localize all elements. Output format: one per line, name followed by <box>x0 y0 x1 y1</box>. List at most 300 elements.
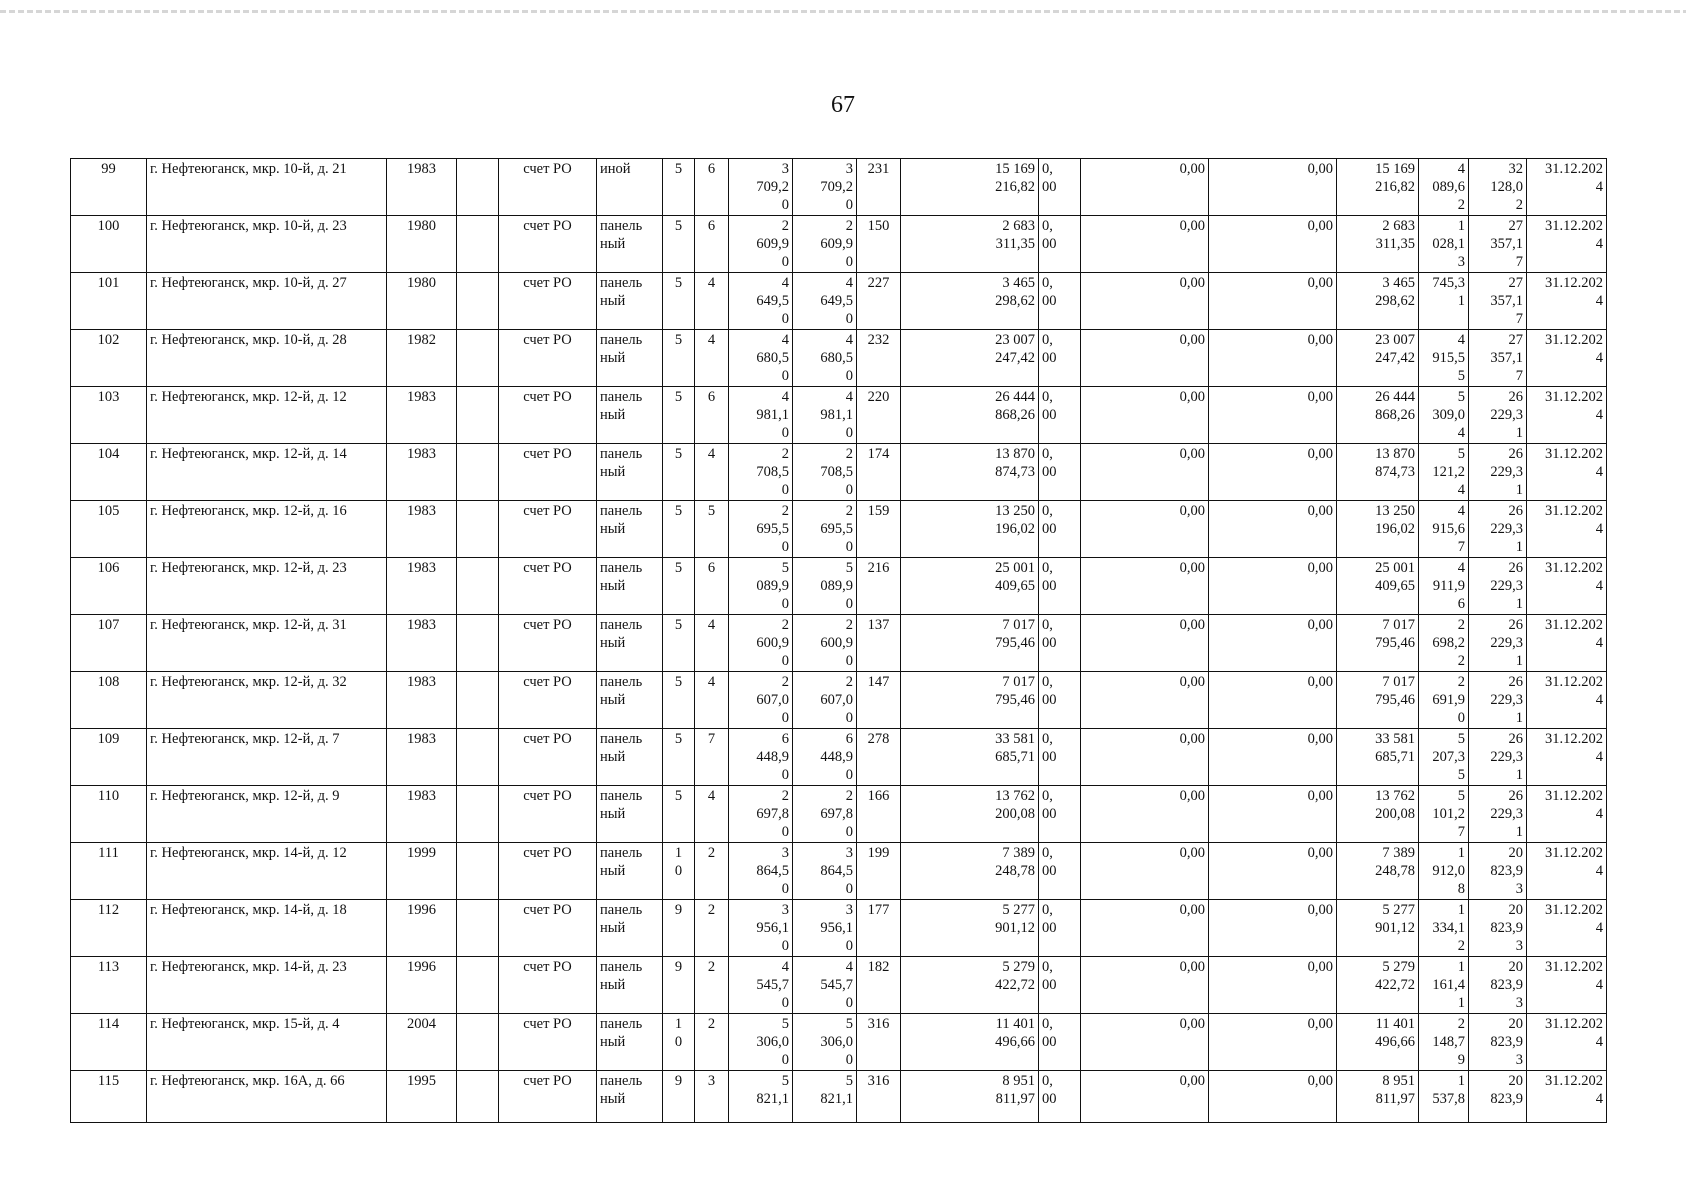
cell-deadline: 31.12.202 4 <box>1527 216 1607 273</box>
cell-address: г. Нефтеюганск, мкр. 15-й, д. 4 <box>147 1014 387 1071</box>
cell-entrances: 6 <box>695 216 729 273</box>
cell-total-cost: 2 683 311,35 <box>901 216 1039 273</box>
cell-total-cost: 5 277 901,12 <box>901 900 1039 957</box>
cell-floors: 5 <box>663 216 695 273</box>
cell-cost-fund-b: 0,00 <box>1081 444 1209 501</box>
table-row <box>71 558 1607 615</box>
cell-floors: 9 <box>663 900 695 957</box>
cell-fund-method: счет РО <box>499 558 597 615</box>
cell-unit-cost: 5 309,0 4 <box>1419 387 1469 444</box>
cell-total-cost: 5 279 422,72 <box>901 957 1039 1014</box>
cell-fund-method: счет РО <box>499 216 597 273</box>
cell-year-built: 2004 <box>387 1014 457 1071</box>
cell-total-cost: 13 250 196,02 <box>901 501 1039 558</box>
cell-floors: 5 <box>663 330 695 387</box>
cell-cost-fund-a: 0, 00 <box>1039 843 1081 900</box>
cell-cost-fund-b: 0,00 <box>1081 843 1209 900</box>
cell-limit-cost: 20 823,9 <box>1469 1071 1527 1123</box>
cell-cost-fund-a: 0, 00 <box>1039 672 1081 729</box>
cell-year-built: 1995 <box>387 1071 457 1123</box>
table-row <box>71 273 1607 330</box>
cell-blank <box>457 615 499 672</box>
cell-entrances: 3 <box>695 1071 729 1123</box>
cell-limit-cost: 26 229,3 1 <box>1469 729 1527 786</box>
cell-blank <box>457 1071 499 1123</box>
cell-year-built: 1983 <box>387 387 457 444</box>
cell-deadline: 31.12.202 4 <box>1527 672 1607 729</box>
cell-living-area: 2 695,5 0 <box>793 501 857 558</box>
cell-cost-fund-b: 0,00 <box>1081 273 1209 330</box>
cell-floors: 5 <box>663 501 695 558</box>
cell-total-area: 2 600,9 0 <box>729 615 793 672</box>
cell-living-area: 4 981,1 0 <box>793 387 857 444</box>
cell-entrances: 4 <box>695 786 729 843</box>
cell-blank <box>457 672 499 729</box>
housing-repair-table <box>70 158 1607 1123</box>
cell-cost-fund-c: 0,00 <box>1209 159 1337 216</box>
cell-residents: 316 <box>857 1071 901 1123</box>
cell-address: г. Нефтеюганск, мкр. 16А, д. 66 <box>147 1071 387 1123</box>
cell-total-cost: 13 870 874,73 <box>901 444 1039 501</box>
cell-cost-owners: 13 870 874,73 <box>1337 444 1419 501</box>
cell-floors: 5 <box>663 558 695 615</box>
cell-limit-cost: 20 823,9 3 <box>1469 1014 1527 1071</box>
cell-row-number: 112 <box>71 900 147 957</box>
cell-entrances: 7 <box>695 729 729 786</box>
cell-total-area: 2 695,5 0 <box>729 501 793 558</box>
cell-year-built: 1980 <box>387 273 457 330</box>
cell-fund-method: счет РО <box>499 1071 597 1123</box>
cell-cost-fund-a: 0, 00 <box>1039 1071 1081 1123</box>
cell-cost-fund-b: 0,00 <box>1081 729 1209 786</box>
cell-fund-method: счет РО <box>499 672 597 729</box>
cell-entrances: 2 <box>695 843 729 900</box>
cell-cost-fund-a: 0, 00 <box>1039 444 1081 501</box>
cell-cost-owners: 33 581 685,71 <box>1337 729 1419 786</box>
cell-cost-owners: 2 683 311,35 <box>1337 216 1419 273</box>
cell-cost-fund-b: 0,00 <box>1081 957 1209 1014</box>
cell-year-built: 1983 <box>387 615 457 672</box>
cell-residents: 316 <box>857 1014 901 1071</box>
cell-year-built: 1980 <box>387 216 457 273</box>
cell-cost-fund-c: 0,00 <box>1209 729 1337 786</box>
cell-total-area: 4 680,5 0 <box>729 330 793 387</box>
cell-cost-fund-c: 0,00 <box>1209 330 1337 387</box>
cell-cost-fund-c: 0,00 <box>1209 786 1337 843</box>
cell-limit-cost: 26 229,3 1 <box>1469 786 1527 843</box>
cell-blank <box>457 501 499 558</box>
cell-wall-type: панель ный <box>597 444 663 501</box>
cell-year-built: 1996 <box>387 900 457 957</box>
cell-row-number: 99 <box>71 159 147 216</box>
cell-cost-fund-c: 0,00 <box>1209 957 1337 1014</box>
cell-living-area: 4 680,5 0 <box>793 330 857 387</box>
cell-residents: 137 <box>857 615 901 672</box>
cell-total-area: 4 649,5 0 <box>729 273 793 330</box>
cell-living-area: 5 089,9 0 <box>793 558 857 615</box>
cell-wall-type: панель ный <box>597 1071 663 1123</box>
cell-cost-fund-a: 0, 00 <box>1039 1014 1081 1071</box>
cell-limit-cost: 26 229,3 1 <box>1469 501 1527 558</box>
cell-cost-fund-a: 0, 00 <box>1039 558 1081 615</box>
cell-cost-fund-b: 0,00 <box>1081 900 1209 957</box>
cell-year-built: 1996 <box>387 957 457 1014</box>
cell-deadline: 31.12.202 4 <box>1527 843 1607 900</box>
cell-unit-cost: 5 207,3 5 <box>1419 729 1469 786</box>
cell-fund-method: счет РО <box>499 159 597 216</box>
cell-address: г. Нефтеюганск, мкр. 12-й, д. 23 <box>147 558 387 615</box>
cell-cost-fund-c: 0,00 <box>1209 216 1337 273</box>
cell-cost-fund-c: 0,00 <box>1209 1014 1337 1071</box>
cell-deadline: 31.12.202 4 <box>1527 159 1607 216</box>
cell-deadline: 31.12.202 4 <box>1527 330 1607 387</box>
cell-total-area: 5 306,0 0 <box>729 1014 793 1071</box>
cell-deadline: 31.12.202 4 <box>1527 615 1607 672</box>
cell-cost-fund-b: 0,00 <box>1081 159 1209 216</box>
cell-fund-method: счет РО <box>499 444 597 501</box>
cell-unit-cost: 1 028,1 3 <box>1419 216 1469 273</box>
cell-year-built: 1983 <box>387 444 457 501</box>
cell-address: г. Нефтеюганск, мкр. 14-й, д. 18 <box>147 900 387 957</box>
cell-total-cost: 15 169 216,82 <box>901 159 1039 216</box>
cell-cost-owners: 11 401 496,66 <box>1337 1014 1419 1071</box>
cell-wall-type: панель ный <box>597 273 663 330</box>
table-row <box>71 672 1607 729</box>
cell-address: г. Нефтеюганск, мкр. 14-й, д. 12 <box>147 843 387 900</box>
cell-cost-fund-a: 0, 00 <box>1039 273 1081 330</box>
cell-blank <box>457 900 499 957</box>
cell-residents: 174 <box>857 444 901 501</box>
cell-entrances: 4 <box>695 330 729 387</box>
cell-floors: 5 <box>663 159 695 216</box>
cell-row-number: 100 <box>71 216 147 273</box>
cell-wall-type: панель ный <box>597 843 663 900</box>
table-row <box>71 330 1607 387</box>
cell-unit-cost: 2 698,2 2 <box>1419 615 1469 672</box>
cell-unit-cost: 4 915,5 5 <box>1419 330 1469 387</box>
cell-blank <box>457 843 499 900</box>
cell-total-area: 2 697,8 0 <box>729 786 793 843</box>
cell-total-area: 5 821,1 <box>729 1071 793 1123</box>
cell-total-area: 4 981,1 0 <box>729 387 793 444</box>
cell-deadline: 31.12.202 4 <box>1527 387 1607 444</box>
cell-living-area: 4 545,7 0 <box>793 957 857 1014</box>
cell-unit-cost: 2 148,7 9 <box>1419 1014 1469 1071</box>
cell-year-built: 1982 <box>387 330 457 387</box>
cell-address: г. Нефтеюганск, мкр. 12-й, д. 32 <box>147 672 387 729</box>
cell-blank <box>457 957 499 1014</box>
cell-deadline: 31.12.202 4 <box>1527 273 1607 330</box>
cell-limit-cost: 26 229,3 1 <box>1469 672 1527 729</box>
cell-year-built: 1983 <box>387 786 457 843</box>
cell-unit-cost: 1 912,0 8 <box>1419 843 1469 900</box>
cell-living-area: 2 708,5 0 <box>793 444 857 501</box>
cell-wall-type: иной <box>597 159 663 216</box>
cell-total-area: 3 709,2 0 <box>729 159 793 216</box>
cell-floors: 5 <box>663 387 695 444</box>
cell-floors: 5 <box>663 672 695 729</box>
cell-total-cost: 11 401 496,66 <box>901 1014 1039 1071</box>
cell-limit-cost: 26 229,3 1 <box>1469 387 1527 444</box>
cell-floors: 5 <box>663 729 695 786</box>
cell-row-number: 105 <box>71 501 147 558</box>
cell-unit-cost: 2 691,9 0 <box>1419 672 1469 729</box>
cell-unit-cost: 1 161,4 1 <box>1419 957 1469 1014</box>
cell-cost-fund-b: 0,00 <box>1081 672 1209 729</box>
cell-blank <box>457 330 499 387</box>
cell-row-number: 109 <box>71 729 147 786</box>
cell-unit-cost: 1 537,8 <box>1419 1071 1469 1123</box>
cell-blank <box>457 1014 499 1071</box>
table-row <box>71 786 1607 843</box>
table-row <box>71 159 1607 216</box>
cell-unit-cost: 4 915,6 7 <box>1419 501 1469 558</box>
cell-living-area: 2 607,0 0 <box>793 672 857 729</box>
cell-cost-fund-b: 0,00 <box>1081 216 1209 273</box>
table-row <box>71 216 1607 273</box>
cell-living-area: 5 821,1 <box>793 1071 857 1123</box>
cell-address: г. Нефтеюганск, мкр. 12-й, д. 12 <box>147 387 387 444</box>
cell-row-number: 106 <box>71 558 147 615</box>
cell-limit-cost: 27 357,1 7 <box>1469 273 1527 330</box>
cell-fund-method: счет РО <box>499 786 597 843</box>
cell-blank <box>457 387 499 444</box>
cell-total-cost: 7 017 795,46 <box>901 615 1039 672</box>
cell-cost-fund-c: 0,00 <box>1209 558 1337 615</box>
cell-residents: 177 <box>857 900 901 957</box>
cell-limit-cost: 26 229,3 1 <box>1469 615 1527 672</box>
cell-address: г. Нефтеюганск, мкр. 10-й, д. 23 <box>147 216 387 273</box>
cell-wall-type: панель ный <box>597 957 663 1014</box>
cell-floors: 5 <box>663 273 695 330</box>
page-number: 67 <box>831 92 855 118</box>
cell-residents: 147 <box>857 672 901 729</box>
cell-limit-cost: 20 823,9 3 <box>1469 957 1527 1014</box>
cell-living-area: 3 956,1 0 <box>793 900 857 957</box>
cell-deadline: 31.12.202 4 <box>1527 786 1607 843</box>
cell-unit-cost: 5 101,2 7 <box>1419 786 1469 843</box>
cell-row-number: 102 <box>71 330 147 387</box>
cell-fund-method: счет РО <box>499 273 597 330</box>
cell-total-area: 4 545,7 0 <box>729 957 793 1014</box>
cell-living-area: 6 448,9 0 <box>793 729 857 786</box>
cell-year-built: 1983 <box>387 159 457 216</box>
cell-cost-fund-b: 0,00 <box>1081 330 1209 387</box>
cell-entrances: 5 <box>695 501 729 558</box>
cell-cost-owners: 8 951 811,97 <box>1337 1071 1419 1123</box>
cell-address: г. Нефтеюганск, мкр. 12-й, д. 31 <box>147 615 387 672</box>
cell-cost-owners: 7 017 795,46 <box>1337 672 1419 729</box>
cell-cost-owners: 5 279 422,72 <box>1337 957 1419 1014</box>
cell-cost-fund-a: 0, 00 <box>1039 501 1081 558</box>
cell-cost-fund-c: 0,00 <box>1209 444 1337 501</box>
table-wrapper <box>70 158 1607 1123</box>
cell-cost-fund-c: 0,00 <box>1209 1071 1337 1123</box>
cell-year-built: 1999 <box>387 843 457 900</box>
cell-deadline: 31.12.202 4 <box>1527 957 1607 1014</box>
cell-wall-type: панель ный <box>597 615 663 672</box>
cell-entrances: 4 <box>695 273 729 330</box>
cell-entrances: 6 <box>695 387 729 444</box>
cell-fund-method: счет РО <box>499 1014 597 1071</box>
cell-total-area: 6 448,9 0 <box>729 729 793 786</box>
cell-entrances: 4 <box>695 444 729 501</box>
cell-cost-fund-b: 0,00 <box>1081 615 1209 672</box>
cell-limit-cost: 26 229,3 1 <box>1469 558 1527 615</box>
table-row <box>71 729 1607 786</box>
cell-floors: 1 0 <box>663 843 695 900</box>
cell-cost-owners: 7 017 795,46 <box>1337 615 1419 672</box>
cell-total-area: 3 956,1 0 <box>729 900 793 957</box>
cell-cost-owners: 5 277 901,12 <box>1337 900 1419 957</box>
table-row <box>71 1014 1607 1071</box>
cell-wall-type: панель ный <box>597 900 663 957</box>
table-row <box>71 387 1607 444</box>
cell-total-area: 5 089,9 0 <box>729 558 793 615</box>
cell-row-number: 111 <box>71 843 147 900</box>
cell-entrances: 2 <box>695 900 729 957</box>
cell-cost-fund-a: 0, 00 <box>1039 159 1081 216</box>
cell-living-area: 2 600,9 0 <box>793 615 857 672</box>
cell-residents: 227 <box>857 273 901 330</box>
table-row <box>71 843 1607 900</box>
cell-cost-fund-b: 0,00 <box>1081 501 1209 558</box>
cell-row-number: 115 <box>71 1071 147 1123</box>
cell-wall-type: панель ный <box>597 729 663 786</box>
cell-address: г. Нефтеюганск, мкр. 10-й, д. 21 <box>147 159 387 216</box>
cell-row-number: 107 <box>71 615 147 672</box>
cell-wall-type: панель ный <box>597 387 663 444</box>
cell-blank <box>457 558 499 615</box>
scan-edge <box>0 10 1686 13</box>
cell-unit-cost: 4 089,6 2 <box>1419 159 1469 216</box>
table-row <box>71 444 1607 501</box>
cell-deadline: 31.12.202 4 <box>1527 1014 1607 1071</box>
cell-total-area: 2 708,5 0 <box>729 444 793 501</box>
cell-year-built: 1983 <box>387 501 457 558</box>
cell-row-number: 110 <box>71 786 147 843</box>
cell-living-area: 3 709,2 0 <box>793 159 857 216</box>
cell-fund-method: счет РО <box>499 387 597 444</box>
cell-row-number: 101 <box>71 273 147 330</box>
cell-cost-fund-c: 0,00 <box>1209 672 1337 729</box>
cell-cost-fund-b: 0,00 <box>1081 387 1209 444</box>
cell-residents: 278 <box>857 729 901 786</box>
cell-fund-method: счет РО <box>499 330 597 387</box>
cell-floors: 9 <box>663 1071 695 1123</box>
cell-fund-method: счет РО <box>499 843 597 900</box>
cell-cost-owners: 3 465 298,62 <box>1337 273 1419 330</box>
cell-wall-type: панель ный <box>597 672 663 729</box>
table-row <box>71 501 1607 558</box>
cell-cost-owners: 13 762 200,08 <box>1337 786 1419 843</box>
cell-address: г. Нефтеюганск, мкр. 10-й, д. 27 <box>147 273 387 330</box>
table-row <box>71 900 1607 957</box>
cell-address: г. Нефтеюганск, мкр. 12-й, д. 14 <box>147 444 387 501</box>
cell-limit-cost: 27 357,1 7 <box>1469 330 1527 387</box>
cell-wall-type: панель ный <box>597 786 663 843</box>
cell-cost-fund-b: 0,00 <box>1081 786 1209 843</box>
cell-cost-owners: 26 444 868,26 <box>1337 387 1419 444</box>
cell-wall-type: панель ный <box>597 1014 663 1071</box>
cell-cost-fund-a: 0, 00 <box>1039 900 1081 957</box>
cell-total-cost: 25 001 409,65 <box>901 558 1039 615</box>
cell-blank <box>457 444 499 501</box>
cell-wall-type: панель ный <box>597 330 663 387</box>
cell-cost-owners: 13 250 196,02 <box>1337 501 1419 558</box>
cell-living-area: 4 649,5 0 <box>793 273 857 330</box>
table-row <box>71 615 1607 672</box>
cell-cost-fund-a: 0, 00 <box>1039 786 1081 843</box>
cell-deadline: 31.12.202 4 <box>1527 444 1607 501</box>
cell-entrances: 4 <box>695 615 729 672</box>
cell-cost-fund-a: 0, 00 <box>1039 729 1081 786</box>
cell-entrances: 6 <box>695 558 729 615</box>
cell-fund-method: счет РО <box>499 501 597 558</box>
table-body <box>71 159 1607 1123</box>
cell-address: г. Нефтеюганск, мкр. 12-й, д. 16 <box>147 501 387 558</box>
cell-row-number: 108 <box>71 672 147 729</box>
cell-cost-fund-c: 0,00 <box>1209 900 1337 957</box>
cell-wall-type: панель ный <box>597 558 663 615</box>
cell-residents: 232 <box>857 330 901 387</box>
cell-fund-method: счет РО <box>499 900 597 957</box>
cell-blank <box>457 729 499 786</box>
cell-residents: 166 <box>857 786 901 843</box>
table-row <box>71 957 1607 1014</box>
cell-floors: 1 0 <box>663 1014 695 1071</box>
cell-residents: 231 <box>857 159 901 216</box>
cell-address: г. Нефтеюганск, мкр. 12-й, д. 7 <box>147 729 387 786</box>
cell-deadline: 31.12.202 4 <box>1527 1071 1607 1123</box>
cell-cost-fund-b: 0,00 <box>1081 1071 1209 1123</box>
cell-total-area: 2 607,0 0 <box>729 672 793 729</box>
cell-address: г. Нефтеюганск, мкр. 14-й, д. 23 <box>147 957 387 1014</box>
cell-cost-fund-b: 0,00 <box>1081 558 1209 615</box>
cell-cost-fund-a: 0, 00 <box>1039 216 1081 273</box>
cell-total-cost: 7 389 248,78 <box>901 843 1039 900</box>
cell-total-cost: 26 444 868,26 <box>901 387 1039 444</box>
cell-total-cost: 8 951 811,97 <box>901 1071 1039 1123</box>
cell-total-area: 2 609,9 0 <box>729 216 793 273</box>
cell-cost-fund-c: 0,00 <box>1209 615 1337 672</box>
cell-fund-method: счет РО <box>499 729 597 786</box>
cell-entrances: 2 <box>695 1014 729 1071</box>
cell-year-built: 1983 <box>387 729 457 786</box>
cell-cost-fund-a: 0, 00 <box>1039 387 1081 444</box>
cell-cost-fund-c: 0,00 <box>1209 501 1337 558</box>
cell-cost-fund-c: 0,00 <box>1209 843 1337 900</box>
cell-floors: 5 <box>663 615 695 672</box>
cell-entrances: 4 <box>695 672 729 729</box>
cell-total-cost: 7 017 795,46 <box>901 672 1039 729</box>
table-row <box>71 1071 1607 1123</box>
cell-limit-cost: 20 823,9 3 <box>1469 843 1527 900</box>
cell-row-number: 114 <box>71 1014 147 1071</box>
cell-cost-owners: 23 007 247,42 <box>1337 330 1419 387</box>
cell-floors: 5 <box>663 444 695 501</box>
cell-living-area: 5 306,0 0 <box>793 1014 857 1071</box>
cell-residents: 159 <box>857 501 901 558</box>
cell-row-number: 113 <box>71 957 147 1014</box>
cell-total-cost: 13 762 200,08 <box>901 786 1039 843</box>
cell-cost-fund-b: 0,00 <box>1081 1014 1209 1071</box>
cell-blank <box>457 216 499 273</box>
cell-unit-cost: 5 121,2 4 <box>1419 444 1469 501</box>
cell-address: г. Нефтеюганск, мкр. 12-й, д. 9 <box>147 786 387 843</box>
cell-total-cost: 33 581 685,71 <box>901 729 1039 786</box>
cell-deadline: 31.12.202 4 <box>1527 501 1607 558</box>
